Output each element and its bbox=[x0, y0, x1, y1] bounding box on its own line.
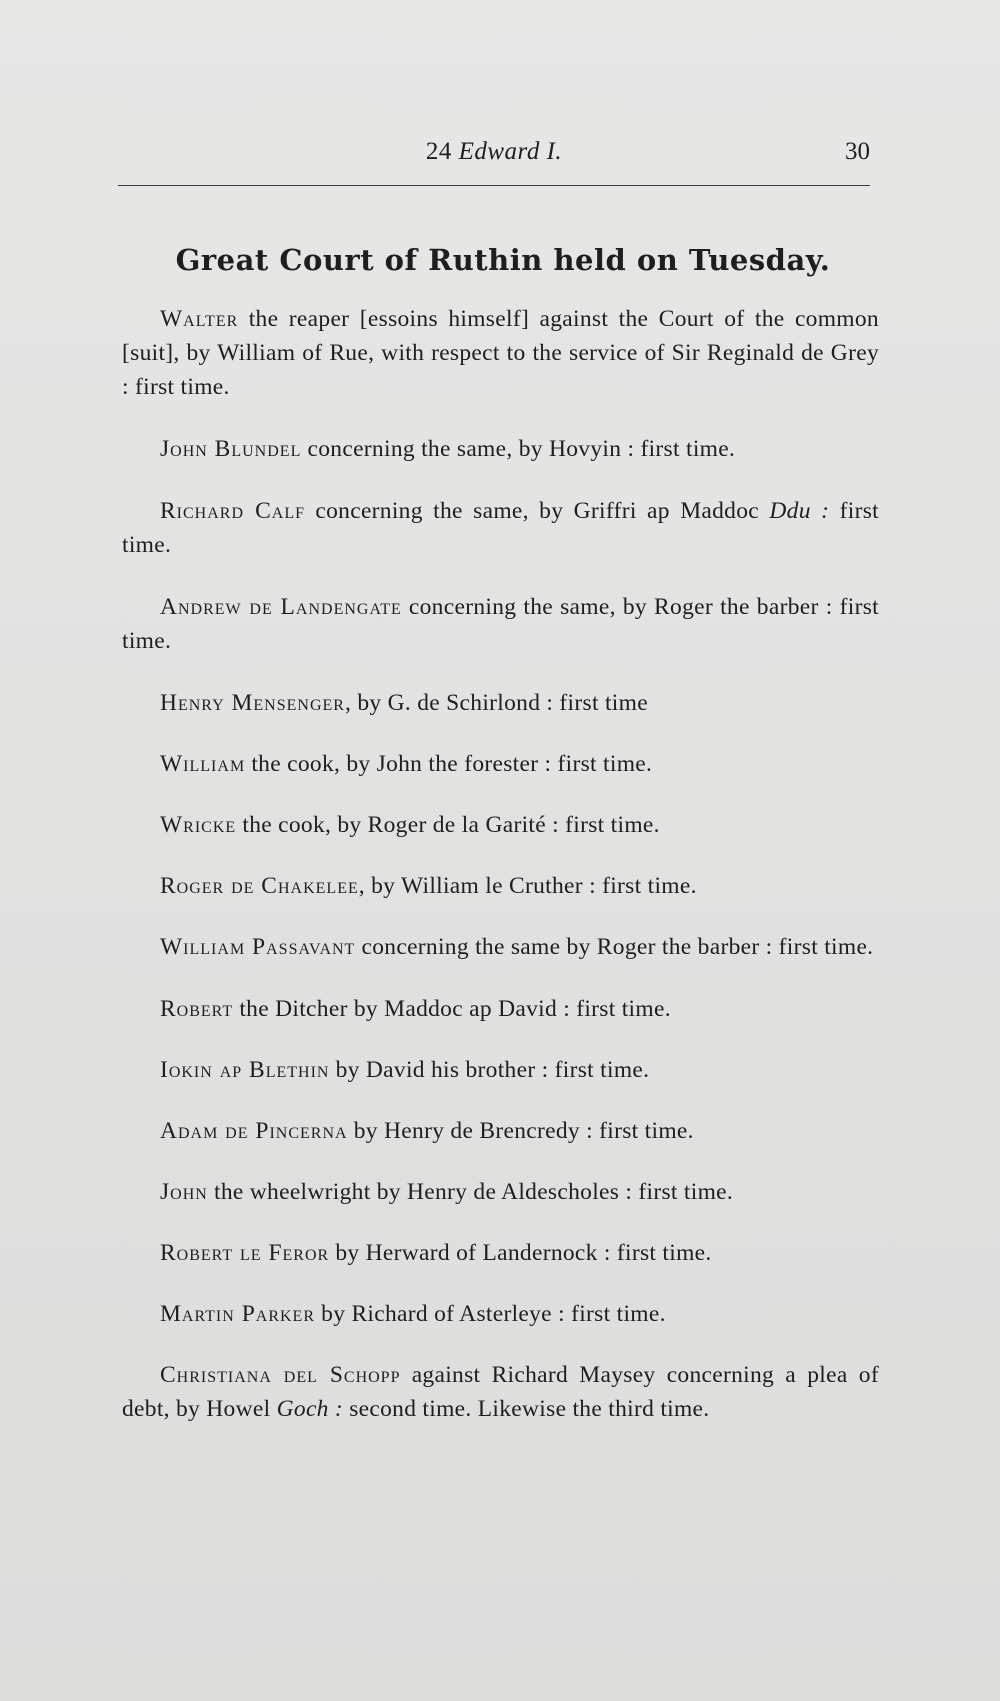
entry-text: the cook, by Roger de la Garité : first time. bbox=[236, 812, 660, 838]
entry bbox=[122, 1358, 879, 1426]
entry-name: Adam de Pincerna bbox=[160, 1118, 348, 1144]
entry bbox=[122, 432, 879, 466]
entry-name: John bbox=[160, 1179, 208, 1205]
entry-text: the wheelwright by Henry de Aldescholes : first time. bbox=[207, 1179, 734, 1205]
section-heading: Great Court of Ruthin held on Tuesday. bbox=[175, 243, 831, 277]
entry-text: concerning the same, by Roger the barber : first time. bbox=[122, 594, 879, 654]
entry-name: Andrew de Landengate bbox=[160, 594, 402, 620]
entry-name: John Blundel bbox=[160, 436, 302, 462]
entry bbox=[122, 1297, 879, 1331]
entry-text-end: first time. bbox=[122, 498, 879, 558]
entry-text: concerning the same by Roger the barber : first time. bbox=[355, 934, 874, 960]
entry-text: , by G. de Schirlond : first time bbox=[344, 690, 648, 716]
entries-body bbox=[122, 302, 879, 1454]
entry-name: Richard Calf bbox=[160, 498, 305, 524]
reign-title: Edward I. bbox=[458, 138, 563, 165]
entry bbox=[122, 747, 879, 781]
entry-name: Iokin ap Blethin bbox=[160, 1057, 330, 1083]
entry-text: against Richard Maysey concerning a plea of debt, by Howel bbox=[122, 1362, 879, 1422]
entry-text: by Richard of Asterleye : first time. bbox=[315, 1301, 666, 1327]
entry-text: by David his brother : first time. bbox=[329, 1057, 650, 1083]
entry bbox=[122, 1053, 879, 1087]
entry bbox=[122, 494, 879, 562]
entry bbox=[122, 590, 879, 658]
entry bbox=[122, 992, 879, 1026]
entry bbox=[122, 1175, 879, 1209]
running-title bbox=[118, 138, 870, 166]
entry-name: Robert le Feror bbox=[160, 1240, 330, 1266]
running-head bbox=[118, 138, 870, 178]
entry bbox=[122, 1114, 879, 1148]
entry bbox=[122, 302, 879, 404]
entry-name: Robert bbox=[160, 996, 234, 1022]
entry-name: Martin Parker bbox=[160, 1301, 315, 1327]
entry-name: Wricke bbox=[160, 812, 237, 838]
entry-text: by Herward of Landernock : first time. bbox=[329, 1240, 712, 1266]
entry bbox=[122, 686, 879, 720]
entry-name: Henry Mensenger bbox=[160, 690, 345, 716]
entry-text-end: second time. Likewise the third time. bbox=[343, 1396, 710, 1422]
entry-name: Walter bbox=[160, 306, 239, 332]
entry-name: William bbox=[160, 751, 246, 777]
entry-text: concerning the same, by Hovyin : first time. bbox=[301, 436, 736, 462]
entry bbox=[122, 808, 879, 842]
page-number: 30 bbox=[845, 138, 870, 165]
entry bbox=[122, 930, 879, 964]
entry-text: the Ditcher by Maddoc ap David : first time. bbox=[233, 996, 671, 1022]
entry-italic: Goch : bbox=[276, 1396, 344, 1422]
entry-text: by Henry de Brencredy : first time. bbox=[347, 1118, 694, 1144]
entry bbox=[122, 1236, 879, 1270]
entry-italic: Ddu : bbox=[769, 498, 830, 524]
entry-text: the cook, by John the forester : first time. bbox=[245, 751, 653, 777]
entry-text: the reaper [essoins himself] against the Court of the common [suit], by William of Rue, with respect to the service of Sir Reginald de Grey : first time. bbox=[122, 306, 879, 400]
entry bbox=[122, 869, 879, 903]
folio-number: 24 bbox=[425, 138, 452, 165]
entry-name: Roger de Chakelee bbox=[160, 873, 359, 899]
entry-name: Christiana del Schopp bbox=[160, 1362, 401, 1388]
entry-text: concerning the same, by Griffri ap Maddoc bbox=[305, 498, 770, 524]
entry-text: , by William le Cruther : first time. bbox=[358, 873, 697, 899]
header-rule bbox=[118, 185, 870, 186]
entry-name: William Passavant bbox=[160, 934, 356, 960]
